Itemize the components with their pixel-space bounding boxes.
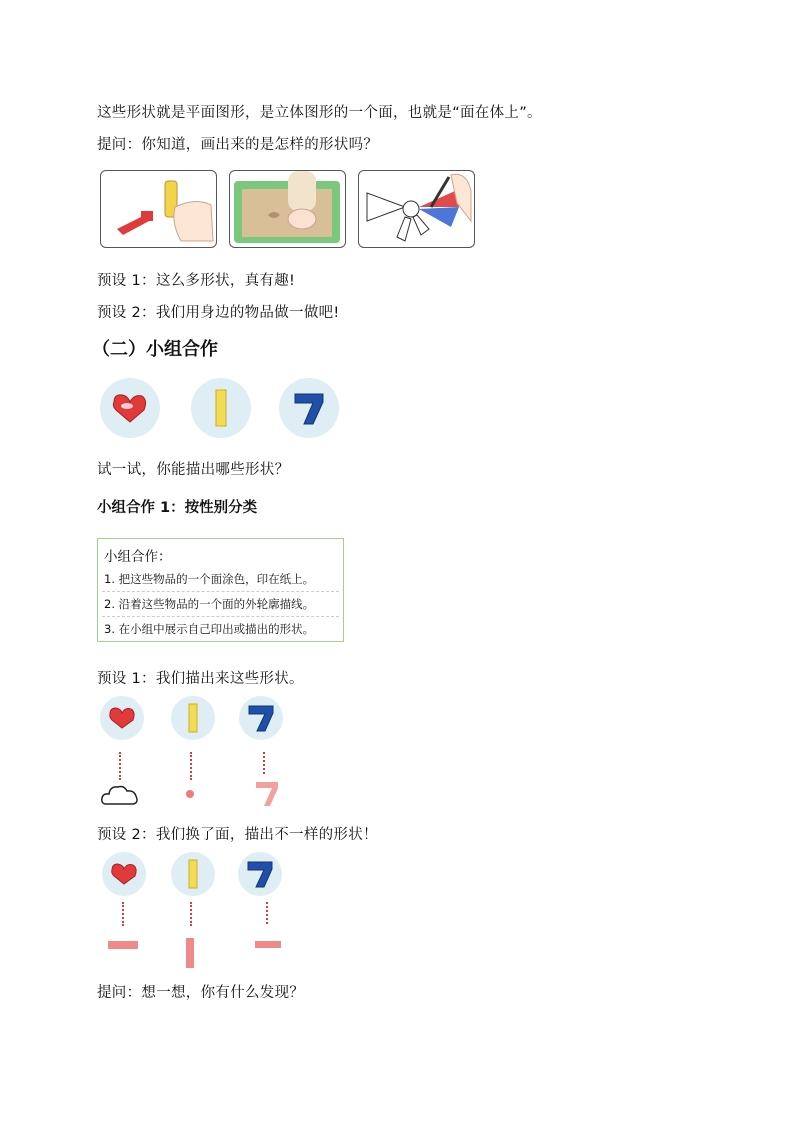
preset-1-a: 预设 1：这么多形状，真有趣! — [97, 273, 296, 289]
preset-2-a: 预设 2：我们用身边的物品做一做吧! — [97, 305, 340, 321]
try-prompt: 试一试，你能描出哪些形状？ — [97, 462, 290, 478]
circle-yellow-block-small — [171, 696, 215, 740]
circle-heart-stamp-small — [100, 696, 144, 740]
traced-bar-horizontal — [108, 941, 138, 949]
photo-drawing — [358, 170, 475, 248]
preset-1-b: 预设 1：我们描出来这些形状。 — [97, 671, 304, 687]
photo-tracing — [229, 170, 346, 248]
section-heading: （二）小组合作 — [92, 339, 218, 360]
photo-stamping — [100, 170, 217, 248]
task-item-1: 1. 把这些物品的一个面涂色，印在纸上。 — [104, 572, 315, 586]
paragraph-1: 这些形状就是平面图形，是立体图形的一个面，也就是“面在体上”。 — [97, 105, 542, 121]
task-divider — [102, 616, 339, 617]
dotted-connector — [122, 902, 124, 926]
circle-number-seven-small — [239, 696, 283, 740]
dotted-connector — [119, 752, 121, 780]
traced-bar-vertical — [186, 938, 194, 968]
dotted-connector — [190, 752, 192, 780]
dotted-connector — [190, 902, 192, 926]
question-1: 提问：你知道，画出来的是怎样的形状吗？ — [97, 137, 379, 153]
dotted-connector — [266, 902, 268, 924]
task-box-title: 小组合作： — [104, 549, 172, 565]
task-item-3: 3. 在小组中展示自己印出或描出的形状。 — [104, 622, 315, 636]
group-task-heading: 小组合作 1：按性别分类 — [97, 500, 258, 516]
traced-bar-short — [255, 941, 281, 948]
circle-yellow-block — [191, 378, 251, 438]
traced-seven-shape — [252, 778, 282, 808]
preset-2-b: 预设 2：我们换了面，描出不一样的形状！ — [97, 827, 378, 843]
traced-cloud-shape — [100, 782, 140, 808]
circle-number-seven-small-2 — [238, 852, 282, 896]
traced-dot-shape — [184, 788, 196, 800]
circle-number-seven — [279, 378, 339, 438]
task-item-2: 2. 沿着这些物品的一个面的外轮廓描线。 — [104, 597, 315, 611]
circle-heart-stamp — [100, 378, 160, 438]
group-task-box — [97, 538, 344, 642]
circle-heart-stamp-small-2 — [102, 852, 146, 896]
circle-yellow-block-small-2 — [171, 852, 215, 896]
question-2: 提问：想一想，你有什么发现？ — [97, 985, 305, 1001]
dotted-connector — [263, 752, 265, 774]
task-divider — [102, 591, 339, 592]
